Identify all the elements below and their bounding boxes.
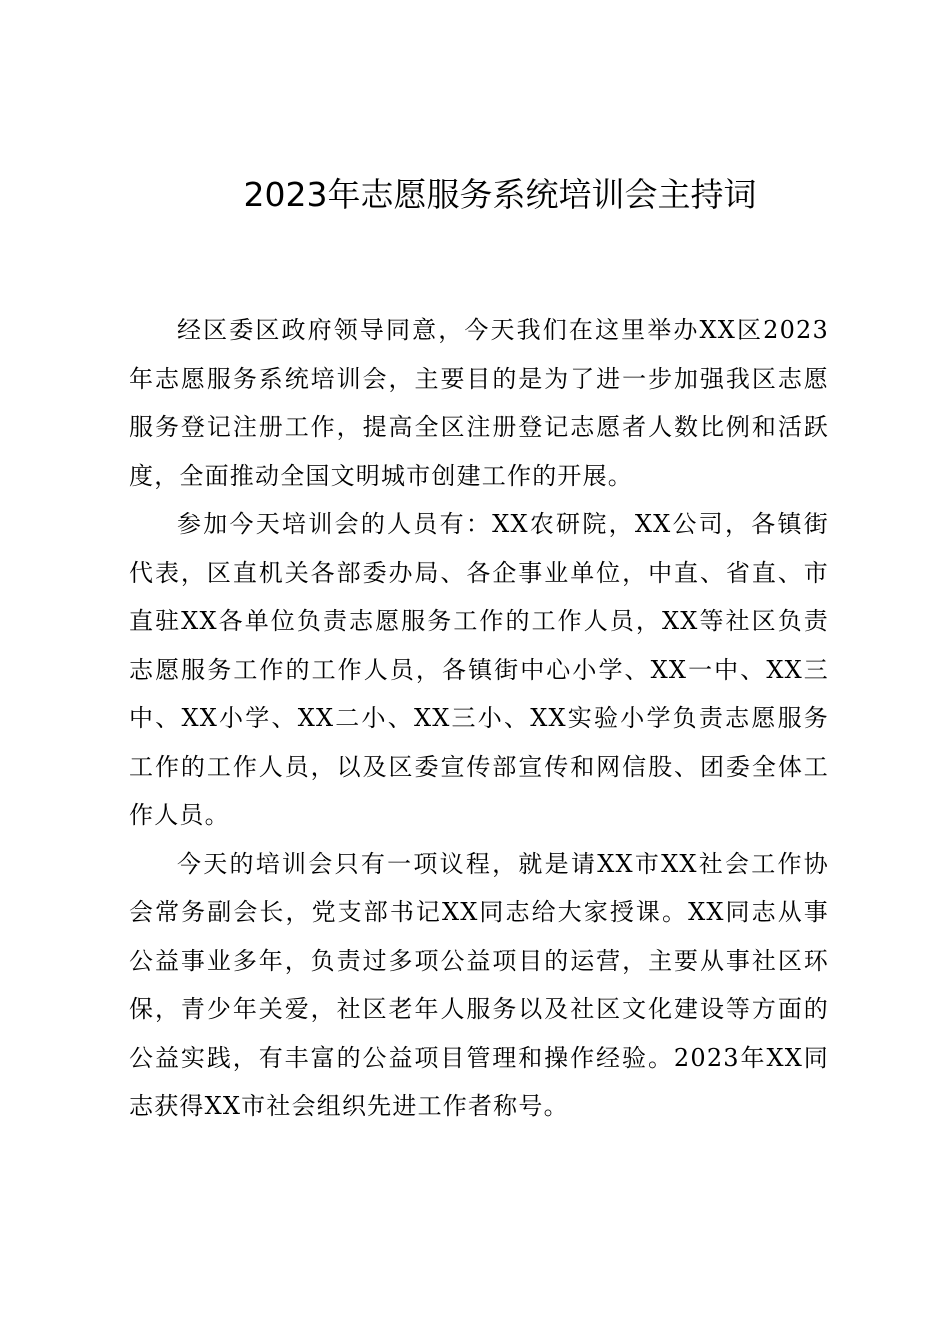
paragraph-agenda: 今天的培训会只有一项议程，就是请XX市XX社会工作协会常务副会长，党支部书记XX同志给大家授课。XX同志从事公益事业多年，负责过多项公益项目的运营，主要从事社区环保，青少年关爱，社区老年人服务以及社区文化建设等方面的公益实践，有丰富的公益项目管理和操作经验。2023年XX同志获得XX市社会组织先进工作者称号。 xyxy=(129,849,829,1120)
paragraph-attendees: 参加今天培训会的人员有：XX农研院，XX公司，各镇街代表，区直机关各部委办局、各企事业单位，中直、省直、市直驻XX各单位负责志愿服务工作的工作人员，XX等社区负责志愿服务工作的工作人员，各镇街中心小学、XX一中、XX三中、XX小学、XX二小、XX三小、XX实验小学负责志愿服务工作的工作人员，以及区委宣传部宣传和网信股、团委全体工作人员。 xyxy=(129,510,829,829)
paragraph-opening: 经区委区政府领导同意，今天我们在这里举办XX区2023年志愿服务系统培训会，主要目的是为了进一步加强我区志愿服务登记注册工作，提高全区注册登记志愿者人数比例和活跃度，全面推动全国文明城市创建工作的开展。 xyxy=(129,316,829,490)
document-title: 2023年志愿服务系统培训会主持词 xyxy=(243,175,757,214)
document-body xyxy=(129,306,829,1131)
